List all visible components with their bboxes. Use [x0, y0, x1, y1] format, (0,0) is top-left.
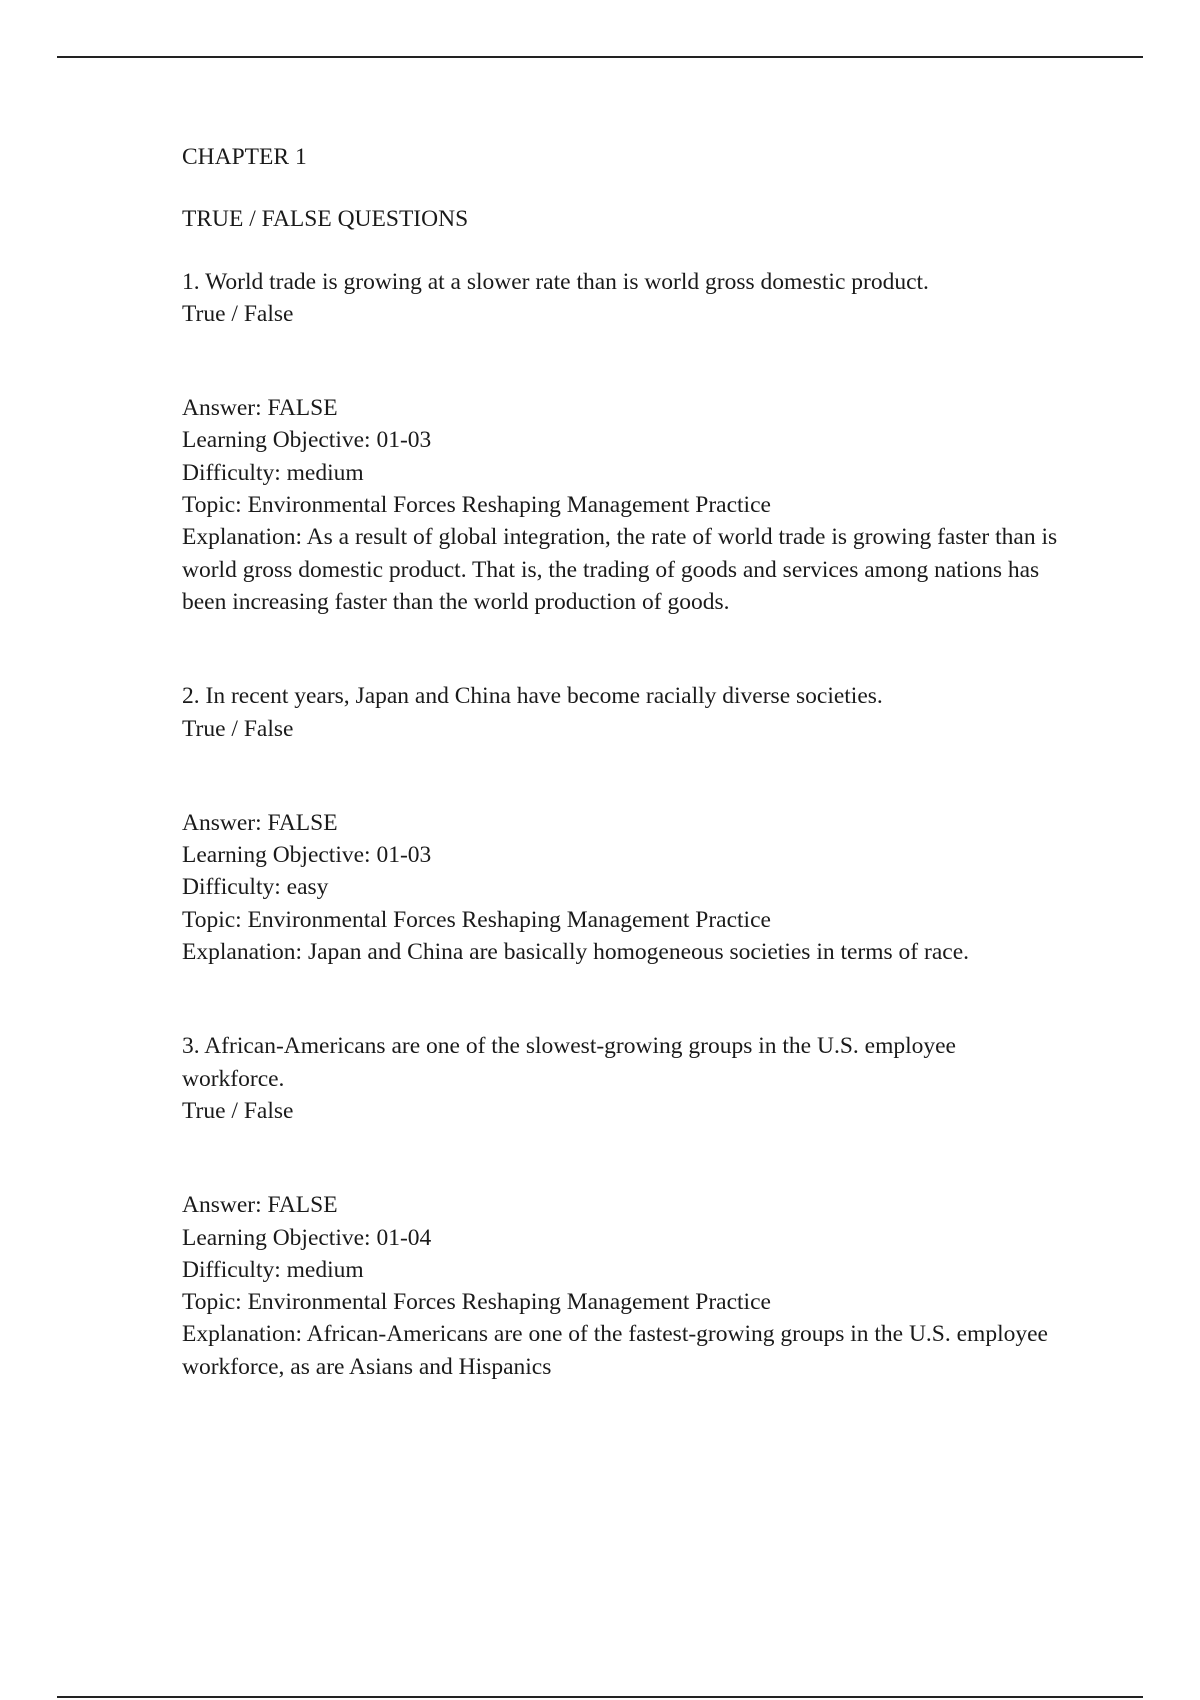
question-2 — [182, 680, 1062, 745]
question-choices: True / False — [182, 300, 294, 327]
explanation: Explanation: Japan and China are basically homogeneous societies in terms of race. — [182, 939, 969, 966]
answer-block-3 — [182, 1189, 1062, 1383]
difficulty: Difficulty: medium — [182, 459, 364, 486]
question-choices: True / False — [182, 715, 294, 742]
question-prompt: 2. In recent years, Japan and China have become racially diverse societies. — [182, 683, 883, 710]
top-divider — [57, 56, 1143, 58]
topic: Topic: Environmental Forces Reshaping Management Practice — [182, 1289, 771, 1316]
difficulty: Difficulty: easy — [182, 874, 329, 901]
learning-objective: Learning Objective: 01-04 — [182, 1224, 432, 1251]
topic: Topic: Environmental Forces Reshaping Management Practice — [182, 492, 771, 519]
bottom-divider — [57, 1696, 1143, 1698]
explanation: Explanation: African-Americans are one of the fastest-growing groups in the U.S. employee workforce, as are Asians and Hispanics — [182, 1321, 1048, 1380]
learning-objective: Learning Objective: 01-03 — [182, 427, 432, 454]
section-title: TRUE / FALSE QUESTIONS — [182, 206, 469, 233]
learning-objective: Learning Objective: 01-03 — [182, 842, 432, 869]
topic: Topic: Environmental Forces Reshaping Management Practice — [182, 906, 771, 933]
answer: Answer: FALSE — [182, 809, 338, 836]
question-choices: True / False — [182, 1097, 294, 1124]
answer: Answer: FALSE — [182, 1192, 338, 1219]
question-1 — [182, 266, 1062, 331]
answer: Answer: FALSE — [182, 395, 338, 422]
document-body — [182, 141, 1062, 1445]
chapter-title: CHAPTER 1 — [182, 144, 307, 170]
answer-block-1 — [182, 392, 1062, 618]
question-3 — [182, 1030, 1062, 1127]
answer-block-2 — [182, 807, 1062, 968]
explanation: Explanation: As a result of global integration, the rate of world trade is growing faster than is world gross domestic product. That is, the trading of goods and services among nations has been increasing faster than the world production of goods. — [182, 524, 1058, 615]
question-prompt: 3. African-Americans are one of the slowest-growing groups in the U.S. employee workforce. — [182, 1033, 956, 1092]
difficulty: Difficulty: medium — [182, 1256, 364, 1283]
question-prompt: 1. World trade is growing at a slower rate than is world gross domestic product. — [182, 268, 929, 295]
